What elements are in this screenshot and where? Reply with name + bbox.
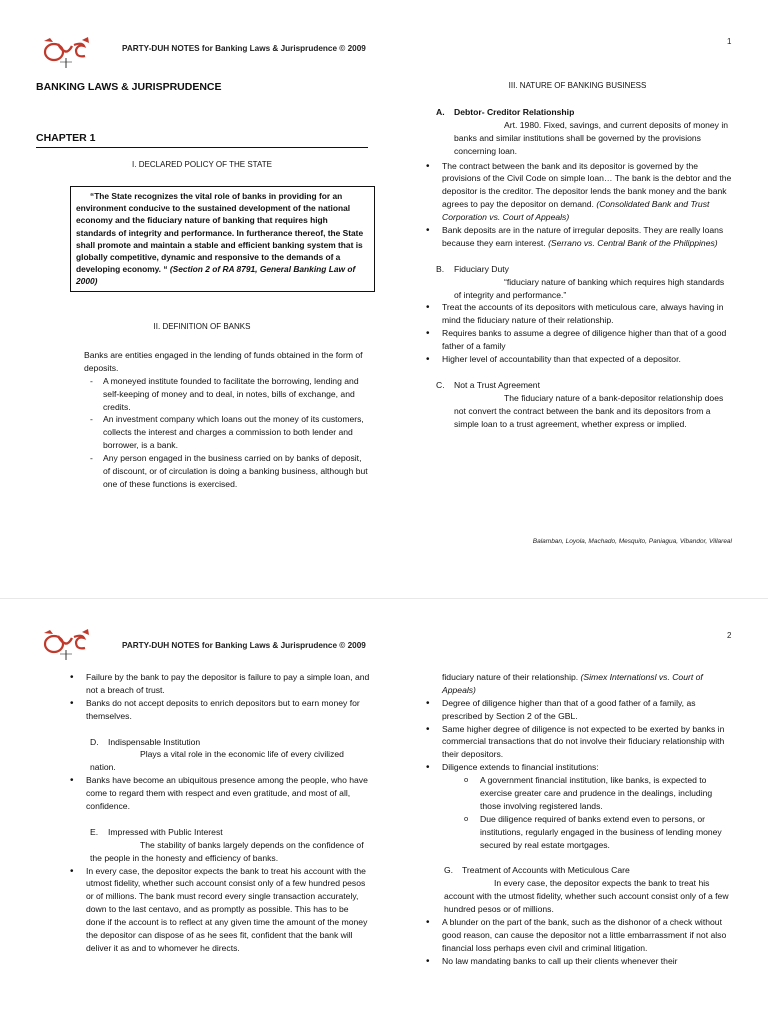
list-item: • Treat the accounts of its depositors with meticulous care, always having in mind the fiduciary nature of their relationship. [426,301,732,327]
list-item: - Any person engaged in the business carried on by banks of deposit, of discount, or of circulation is doing a banking business, although but one of these functions is exercised. [90,452,368,491]
subsection-heading: E. Impressed with Public Interest [90,826,223,837]
list-item: o Due diligence required of banks extend even to persons, or institutions, regularly engaged in the business of lending money secured by real estate mortgages. [464,813,732,852]
list-item: • Banks do not accept deposits to enrich depositors but to earn money for themselves. [70,697,370,723]
subsection-heading: G. Treatment of Accounts with Meticulous Care [444,865,630,876]
bullet-list [70,671,370,723]
page-header: PARTY-DUH NOTES for Banking Laws & Jurisprudence © 2009 [122,44,366,53]
subsection-text: Plays a vital role in the economic life of every civilized nation. [90,749,344,773]
definition-block [84,349,368,491]
section-heading: I. DECLARED POLICY OF THE STATE [132,160,272,169]
subsection-heading: C. Not a Trust Agreement [436,379,540,390]
definition-intro: Banks are entities engaged in the lending of funds obtained in the form of deposits. [84,350,363,373]
list-item: • The contract between the bank and its depositor is governed by the provisions of the Civil Code on simple loan… The bank is the debtor and the depositor is the creditor. The depositor lends the bank money and the bank agrees to pay the depositor on demand. (Consolidated Bank and Trust Corporation vs. Court of Appeals) [426,160,732,224]
page-divider [0,598,768,599]
left-column [70,671,370,955]
list-item: • Degree of diligence higher than that of a good father of a family, as prescribed by Section 2 of the GBL. [426,697,732,723]
quote-citation: (Section 2 of RA 8791, General Banking Law of 2000) [76,264,356,287]
list-item: • A blunder on the part of the bank, such as the dishonor of a check without good reason, can cause the depositor not a little embarrassment if not also financial loss perhaps even civil and criminal litigation. [426,916,732,955]
list-item: • Bank deposits are in the nature of irregular deposits. They are really loans because they earn interest. (Serrano vs. Central Bank of the Philippines) [426,224,732,250]
authors-footer: Balamban, Loyola, Machado, Mesquito, Paniagua, Vibandor, Villareal [532,538,732,545]
list-item: • In every case, the depositor expects the bank to treat his account with the utmost fidelity, whether such account consist only of a few hundred pesos or of millions. The bank must record every single transaction accurately, down to the last centavo, and as promptly as possible. This has to be done if the account is to reflect at any given time the amount of the money the depositor can dispose of as he sees fit, confident that the bank will deliver it as and to whomever he directs. [70,865,370,955]
bullet-list [426,160,732,250]
list-item: • Same higher degree of diligence is not expected to be exerted by banks in commercial transactions that do not involve their fiduciary relationship with their depositors. [426,723,732,762]
section-heading: II. DEFINITION OF BANKS [153,322,251,331]
bullet-list [426,301,732,365]
subsection-heading: D. Indispensable Institution [90,736,201,747]
list-item: o A government financial institution, like banks, is expected to exercise greater care and prudence in the dealings, including those involving registered lands. [464,774,732,813]
logo-icon [36,36,96,70]
chapter-heading: CHAPTER 1 [36,132,96,144]
document-title: BANKING LAWS & JURISPRUDENCE [36,81,222,93]
subsection-text: In every case, the depositor expects the bank to treat his account with the utmost fidelity, whether such account consist only of a few hundred pesos or of millions. [444,878,729,915]
policy-quote-box [70,186,375,292]
page-number: 2 [727,631,732,640]
article-text: Art. 1980. Fixed, savings, and current deposits of money in banks and similar institutions shall be governed by the provisions concerning loan. [454,119,729,156]
list-item: • Diligence extends to financial institutions: [426,761,732,774]
chapter-rule [36,147,368,148]
sub-list [464,774,732,851]
logo-icon [36,628,96,662]
list-item: • Requires banks to assume a degree of diligence higher than that of a good father of a family [426,327,732,353]
list-item: - A moneyed institute founded to facilitate the borrowing, lending and self-keeping of money and to deal, in notes, bills of exchange, and credits. [90,375,368,414]
list-item: - An investment company which loans out the money of its customers, collects the interest and charges a commission to both lender and borrower, is a bank. [90,413,368,452]
list-item: • Banks have become an ubiquitous presence among the people, who have come to regard them with respect and even gratitude, and most of all, confidence. [70,774,370,813]
bullet-list [426,697,732,774]
subsection-text: The fiduciary nature of a bank-depositor relationship does not convert the contract between the bank and its depositors from a simple loan to a trust agreement, whether express or implied. [454,392,724,429]
section-heading: III. NATURE OF BANKING BUSINESS [508,81,647,90]
bullet-list [70,865,370,955]
page-header: PARTY-DUH NOTES for Banking Laws & Jurisprudence © 2009 [122,641,366,650]
quote-text: “The State recognizes the vital role of banks in providing for an environment conducive to the sustained development of the national economy and the fiduciary nature of banking that requires high standards of integrity and performance. In furtherance thereof, the State shall promote and maintain a stable and efficient banking system that is globally competitive, dynamic and responsive to the demands of a developing economy. “ [76,191,364,275]
subsection-heading: B. Fiduciary Duty [436,263,509,274]
nature-section [426,106,732,430]
subsection-text: “fiduciary nature of banking which requires high standards of integrity and performance.” [454,276,725,300]
right-column [426,671,732,968]
bullet-list [426,916,732,968]
list-item: • No law mandating banks to call up their clients whenever their [426,955,732,968]
list-item: • Higher level of accountability than that expected of a depositor. [426,353,732,366]
list-item: • Failure by the bank to pay the depositor is failure to pay a simple loan, and not a breach of trust. [70,671,370,697]
subsection-heading: A. Debtor- Creditor Relationship [436,107,575,117]
definition-list [90,375,368,491]
continued-text: fiduciary nature of their relationship. (Simex Internationsl vs. Court of Appeals) [442,672,703,695]
bullet-list [70,774,370,813]
page-number: 1 [727,37,732,46]
subsection-text: The stability of banks largely depends on the confidence of the people in the honesty and efficiency of banks. [90,839,364,863]
